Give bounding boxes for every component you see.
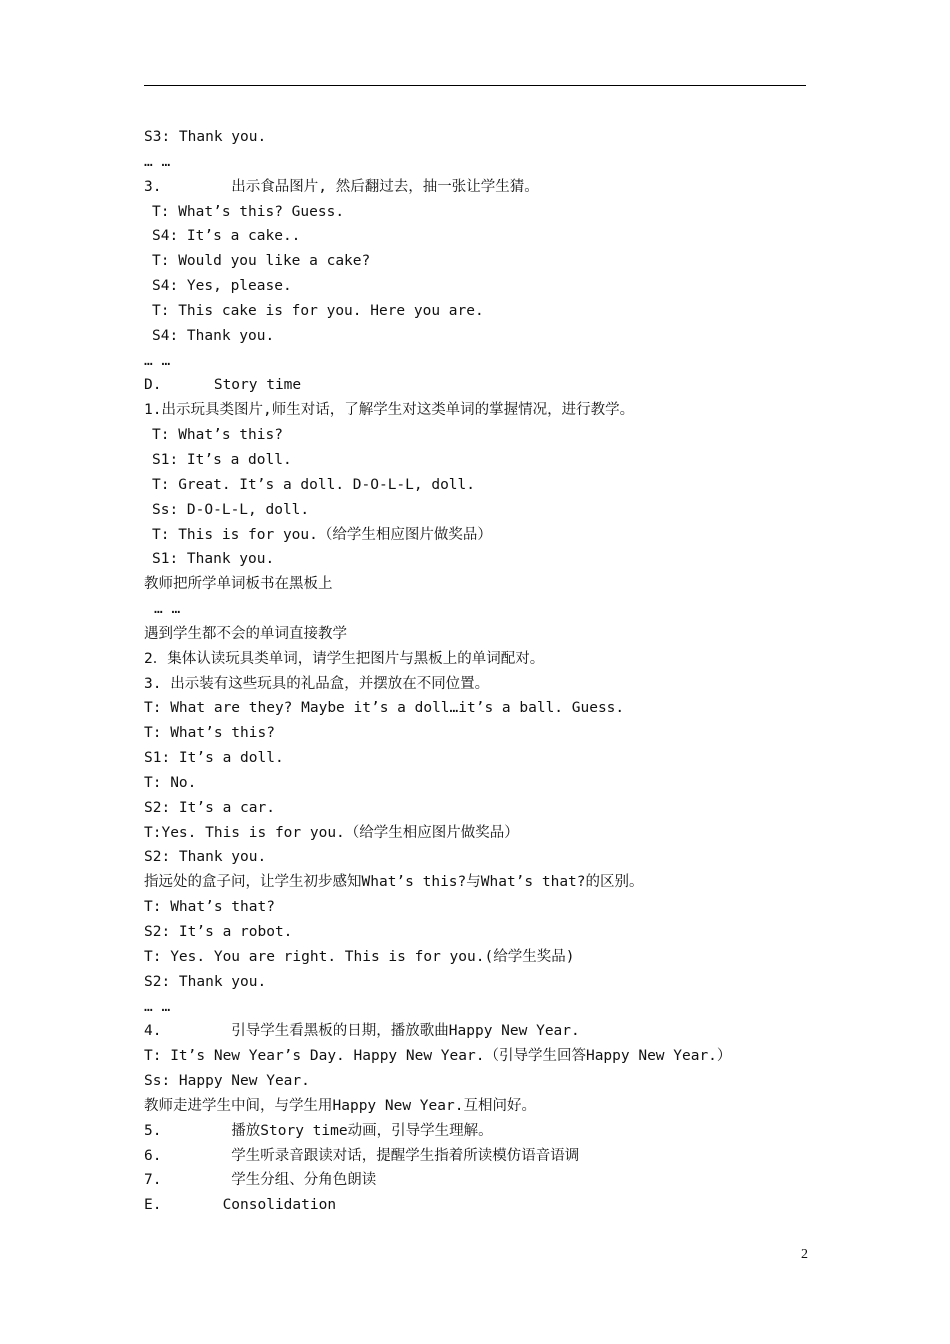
text-line: T: Yes. You are right. This is for you.(给学生奖品) [144,948,575,965]
text-line: 5. 播放Story time动画，引导学生理解。 [144,1122,493,1139]
text-line: S1: Thank you. [152,551,275,568]
text-line: … … [154,601,181,618]
text-line: S1: It’s a doll. [144,750,284,767]
text-line: S4: Yes, please. [152,278,292,295]
text-line: 3. 出示装有这些玩具的礼品盒，并摆放在不同位置。 [144,675,490,692]
header-rule [144,85,806,86]
text-line: 1.出示玩具类图片,师生对话，了解学生对这类单词的掌握情况，进行教学。 [144,402,635,419]
text-line: … … [144,352,171,369]
text-line: S2: Thank you. [144,849,267,866]
text-line: 2．集体认读玩具类单词，请学生把图片与黑板上的单词配对。 [144,650,545,667]
text-line: … … [144,153,171,170]
text-line: 6. 学生听录音跟读对话，提醒学生指着所读模仿语音语调 [144,1147,580,1164]
text-line: T: It’s New Year’s Day. Happy New Year.（引导学生回答Happy New Year.） [144,1048,732,1065]
section-heading: E. Consolidation [144,1197,337,1214]
text-line: T: What’s that? [144,899,275,916]
text-line: S1: It’s a doll. [152,451,292,468]
text-line: … … [144,998,171,1015]
text-line: T: Would you like a cake? [152,253,371,270]
text-line: 教师把所学单词板书在黑板上 [144,576,333,593]
section-heading: D. Story time [144,377,302,394]
text-line: S2: Thank you. [144,973,267,990]
text-line: 4. 引导学生看黑板的日期，播放歌曲Happy New Year. [144,1023,580,1040]
text-line: 遇到学生都不会的单词直接教学 [144,625,347,642]
text-line: T: What’s this? Guess. [152,203,345,220]
text-line: 7. 学生分组、分角色朗读 [144,1172,377,1189]
text-line: T: This is for you.（给学生相应图片做奖品） [152,526,492,543]
text-line: S4: Thank you. [152,327,275,344]
text-line: T: No. [144,774,197,791]
text-line: T: Great. It’s a doll. D-O-L-L, doll. [152,476,476,493]
text-line: 教师走进学生中间，与学生用Happy New Year.互相问好。 [144,1097,536,1114]
text-line: T: What’s this? [144,725,275,742]
text-line: T: What’s this? [152,427,283,444]
text-line: Ss: Happy New Year. [144,1073,310,1090]
document-body [144,125,806,1218]
text-line: S2: It’s a robot. [144,924,293,940]
text-line: Ss: D-O-L-L, doll. [152,501,310,518]
text-line: S2: It’s a car. [144,799,275,816]
text-line: 3. 出示食品图片, 然后翻过去，抽一张让学生猜。 [144,178,539,195]
text-line: S4: It’s a cake.. [152,228,301,245]
text-line: 指远处的盒子问，让学生初步感知What’s this?与What’s that?的区别。 [144,874,644,891]
text-line: T:Yes. This is for you.（给学生相应图片做奖品） [144,824,519,841]
page-number: 2 [801,1247,808,1262]
text-line: S3: Thank you. [144,129,267,145]
text-line: T: This cake is for you. Here you are. [152,302,484,319]
text-line: T: What are they? Maybe it’s a doll…it’s a ball. Guess. [144,700,625,717]
